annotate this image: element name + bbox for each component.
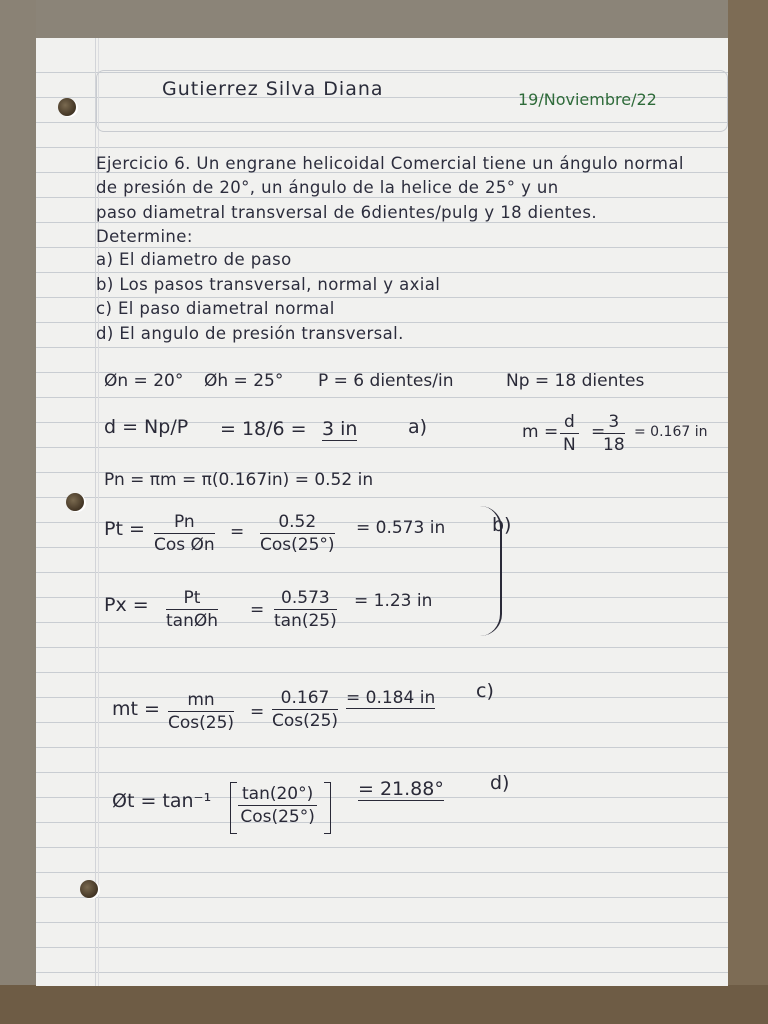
transverse-module-lhs: mt = <box>112 698 160 720</box>
axial-pitch-equals: = <box>250 600 265 620</box>
problem-line-2: de presión de 20°, un ángulo de la helice de 25° y un <box>96 178 559 197</box>
pitch-diameter-substitution: = 18/6 = <box>220 418 307 440</box>
module-denominator-value: 18 <box>603 435 625 455</box>
bracket-left <box>230 782 237 834</box>
transverse-pressure-angle-fraction <box>238 784 317 827</box>
transverse-module-numerator-value: 0.167 <box>272 688 338 710</box>
axial-pitch-fraction <box>166 588 218 631</box>
problem-line-3: paso diametral transversal de 6dientes/pulg y 18 dientes. <box>96 203 597 222</box>
problem-line-4: Determine: <box>96 227 193 246</box>
transverse-pitch-fraction <box>154 512 215 555</box>
transverse-module-equals: = <box>250 702 265 722</box>
module-fraction-values <box>603 412 625 455</box>
transverse-pitch-result: = 0.573 in <box>356 518 446 538</box>
question-d: d) El angulo de presión transversal. <box>96 324 404 343</box>
transverse-module-fraction-values <box>272 688 338 731</box>
label-c: c) <box>476 680 494 702</box>
student-name: Gutierrez Silva Diana <box>162 78 384 100</box>
question-a: a) El diametro de paso <box>96 250 292 269</box>
module-equals: = <box>591 422 606 442</box>
label-a: a) <box>408 416 428 438</box>
background-top <box>0 0 768 40</box>
notebook-page <box>36 38 728 986</box>
transverse-module-fraction <box>168 690 234 733</box>
module-numerator-value: 3 <box>603 412 625 434</box>
axial-pitch-numerator: Pt <box>166 588 218 610</box>
module-lhs: m = <box>522 422 559 442</box>
module-denominator: N <box>563 435 576 455</box>
label-d: d) <box>490 772 510 794</box>
transverse-pressure-angle-numerator: tan(20°) <box>238 784 317 806</box>
binder-hole-middle <box>66 493 84 511</box>
pitch-diameter-result: 3 in <box>322 418 358 440</box>
background-bottom <box>0 985 768 1024</box>
transverse-module-numerator: mn <box>168 690 234 712</box>
transverse-module-denominator-value: Cos(25) <box>272 711 339 731</box>
given-teeth: Np = 18 dientes <box>506 371 645 391</box>
background-left <box>0 0 36 1024</box>
transverse-pitch-numerator-value: 0.52 <box>260 512 335 534</box>
module-result: = 0.167 in <box>634 424 708 440</box>
transverse-pressure-angle-lhs: Øt = tan⁻¹ <box>112 790 212 812</box>
normal-pitch-equation: Pn = πm = π(0.167in) = 0.52 in <box>104 470 374 490</box>
question-c: c) El paso diametral normal <box>96 299 335 318</box>
binder-hole-top <box>58 98 76 116</box>
axial-pitch-numerator-value: 0.573 <box>274 588 337 610</box>
given-diametral-pitch: P = 6 dientes/in <box>318 371 454 391</box>
bracket-right <box>324 782 331 834</box>
axial-pitch-lhs: Px = <box>104 594 149 616</box>
question-b: b) Los pasos transversal, normal y axial <box>96 275 441 294</box>
axial-pitch-result: = 1.23 in <box>354 591 433 611</box>
axial-pitch-denominator: tanØh <box>166 611 219 631</box>
date: 19/Noviembre/22 <box>518 90 657 109</box>
binder-hole-bottom <box>80 880 98 898</box>
module-numerator: d <box>560 412 579 434</box>
transverse-module-result: = 0.184 in <box>346 688 436 708</box>
label-b: b) <box>492 514 512 536</box>
transverse-pitch-fraction-values <box>260 512 335 555</box>
transverse-pitch-equals: = <box>230 522 245 542</box>
given-helix-angle: Øh = 25° <box>204 371 284 391</box>
axial-pitch-denominator-value: tan(25) <box>274 611 337 631</box>
pitch-diameter-formula: d = Np/P <box>104 416 189 438</box>
transverse-pressure-angle-result: = 21.88° <box>358 778 444 800</box>
transverse-module-denominator: Cos(25) <box>168 713 235 733</box>
transverse-pitch-denominator: Cos Øn <box>154 535 215 555</box>
transverse-pressure-angle-denominator: Cos(25°) <box>240 807 315 827</box>
transverse-pitch-lhs: Pt = <box>104 518 145 540</box>
problem-line-1: Ejercicio 6. Un engrane helicoidal Comercial tiene un ángulo normal <box>96 154 684 173</box>
module-fraction <box>560 412 579 455</box>
background-right <box>728 0 768 1024</box>
transverse-pitch-numerator: Pn <box>154 512 215 534</box>
given-pressure-angle: Øn = 20° <box>104 371 184 391</box>
axial-pitch-fraction-values <box>274 588 337 631</box>
transverse-pitch-denominator-value: Cos(25°) <box>260 535 335 555</box>
